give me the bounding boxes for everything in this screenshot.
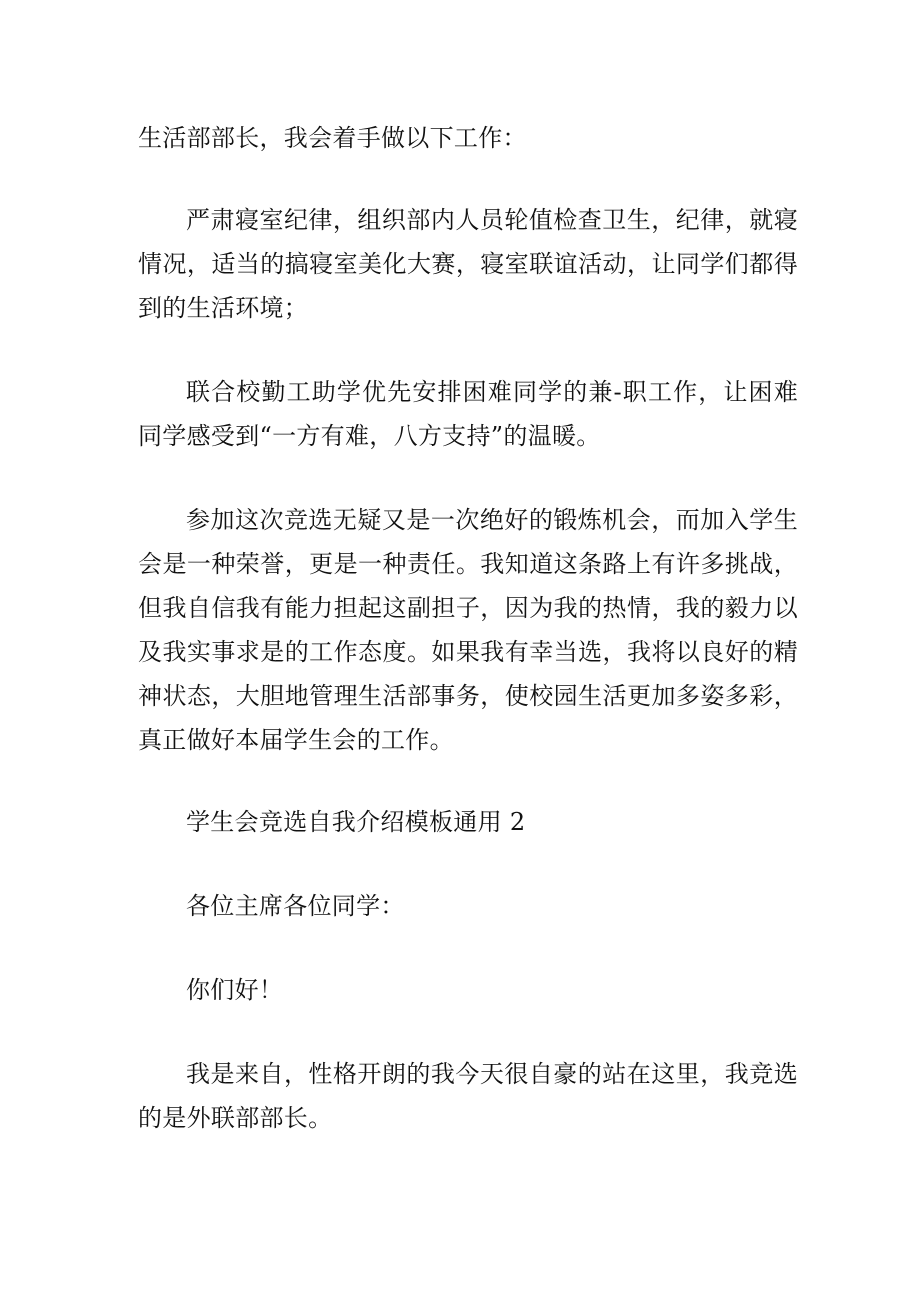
paragraph-salutation: 各位主席各位同学：	[186, 892, 405, 920]
paragraph-greeting: 你们好！	[186, 976, 284, 1004]
paragraph-work-study: 联合校勤工助学优先安排困难同学的兼-职工作，让困难同学感受到“一方有难，八方支持”的温暖。	[138, 378, 798, 450]
paragraph-intro-duties: 生活部部长，我会着手做以下工作：	[138, 124, 527, 152]
paragraph-self-introduction: 我是来自，性格开朗的我今天很自豪的站在这里，我竞选的是外联部部长。	[138, 1060, 798, 1132]
section-heading: 学生会竞选自我介绍模板通用 2	[186, 808, 526, 836]
paragraph-dorm-discipline: 严肃寝室纪律，组织部内人员轮值检查卫生，纪律，就寝情况，适当的搞寝室美化大赛，寝室联谊活动，让同学们都得到的生活环境；	[138, 206, 798, 322]
paragraph-commitment: 参加这次竞选无疑又是一次绝好的锻炼机会，而加入学生会是一种荣誉，更是一种责任。我知道这条路上有许多挑战，但我自信我有能力担起这副担子，因为我的热情，我的毅力以及我实事求是的工作态度。如果我有幸当选，我将以良好的精神状态，大胆地管理生活部事务，使校园生活更加多姿多彩，真正做好本届学生会的工作。	[138, 506, 798, 754]
